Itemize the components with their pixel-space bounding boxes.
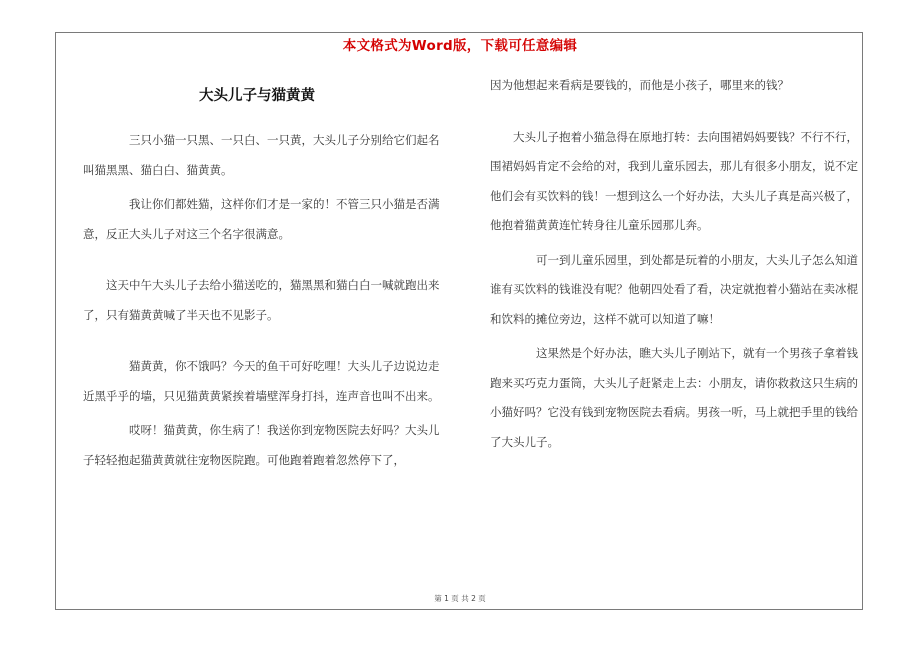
document-title: 大头儿子与猫黄黄 xyxy=(199,88,315,104)
right-text-column xyxy=(490,71,860,457)
paragraph: 哎呀！猫黄黄，你生病了！我送你到宠物医院去好吗？大头儿子轻轻抱起猫黄黄就往宠物医院跑。可他跑着跑着忽然停下了， xyxy=(83,423,440,467)
paragraph: 因为他想起来看病是要钱的，而他是小孩子，哪里来的钱？ xyxy=(490,78,789,92)
paragraph: 大头儿子抱着小猫急得在原地打转：去向围裙妈妈要钱？不行不行，围裙妈妈肯定不会给的对，我到儿童乐园去，那儿有很多小朋友，说不定他们会有买饮料的钱！一想到这么一个好办法，大头儿子真是高兴极了，他抱着猫黄黄连忙转身往儿童乐园那儿奔。 xyxy=(490,129,858,232)
left-text-column xyxy=(83,126,449,475)
paragraph: 三只小猫一只黑、一只白、一只黄，大头儿子分别给它们起名叫猫黑黑、猫白白、猫黄黄。 xyxy=(83,133,440,177)
paragraph: 这天中午大头儿子去给小猫送吃的，猫黑黑和猫白白一喊就跑出来了，只有猫黄黄喊了半天也不见影子。 xyxy=(83,278,440,322)
paragraph: 可一到儿童乐园里，到处都是玩着的小朋友，大头儿子怎么知道谁有买饮料的钱谁没有呢？他朝四处看了看，决定就抱着小猫站在卖冰棍和饮料的摊位旁边，这样不就可以知道了嘛！ xyxy=(490,252,858,326)
paragraph: 我让你们都姓猫，这样你们才是一家的！不管三只小猫是否满意，反正大头儿子对这三个名字很满意。 xyxy=(83,197,440,241)
paragraph: 这果然是个好办法，瞧大头儿子刚站下，就有一个男孩子拿着钱跑来买巧克力蛋筒，大头儿子赶紧走上去：小朋友，请你救救这只生病的小猫好吗？它没有钱到宠物医院去看病。男孩一听，马上就把手里的钱给了大头儿子。 xyxy=(490,346,858,449)
editable-format-banner: 本文格式为Word版，下载可任意编辑 xyxy=(342,38,578,54)
page-number-footer: 第 1 页 共 2 页 xyxy=(434,594,486,603)
paragraph: 猫黄黄，你不饿吗？今天的鱼干可好吃哩！大头儿子边说边走近黑乎乎的墙，只见猫黄黄紧挨着墙壁浑身打抖，连声音也叫不出来。 xyxy=(83,359,440,403)
